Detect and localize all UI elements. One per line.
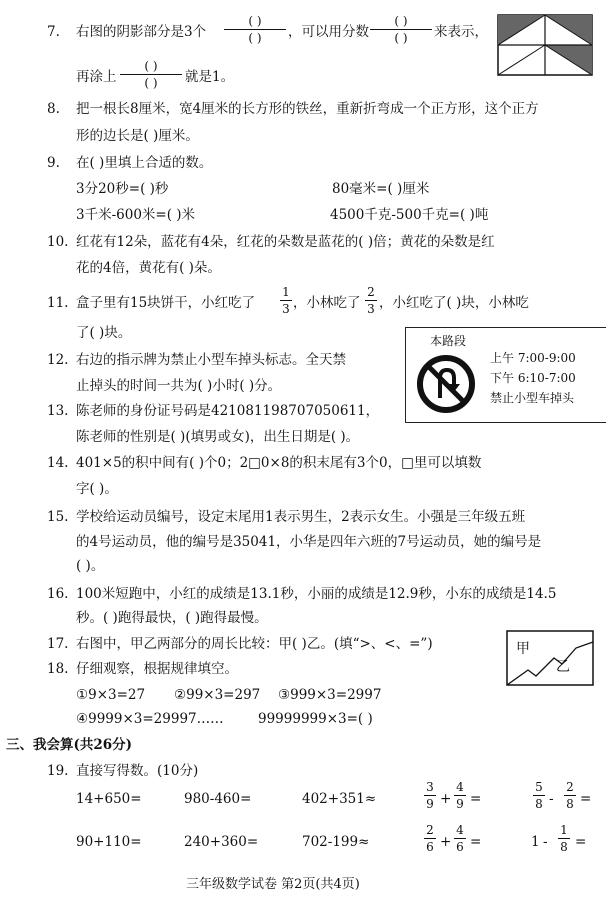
q18-intro: 仔细观察，根据规律填空。 bbox=[76, 661, 238, 677]
q7-text-5: 就是1。 bbox=[185, 69, 235, 85]
q14-line-2: 字( )。 bbox=[76, 481, 118, 497]
q10-number: 10. bbox=[47, 234, 69, 250]
q7-text-1: 右图的阴影部分是3个 bbox=[76, 24, 207, 40]
q15-number: 15. bbox=[47, 509, 69, 525]
calc-f3-n1: 2 bbox=[426, 823, 434, 837]
calc-r1-c1: 14+650= bbox=[76, 791, 142, 807]
q7-blank-den-3: ( ) bbox=[144, 76, 158, 90]
q18-seq-3: ③999×3=2997 bbox=[278, 687, 382, 703]
calc-f3-d1: 6 bbox=[426, 840, 434, 854]
q8-number: 8. bbox=[47, 101, 60, 117]
q7-blank-num-3: ( ) bbox=[144, 59, 158, 73]
q18-number: 18. bbox=[47, 661, 69, 677]
q18-seq-1: ①9×3=27 bbox=[76, 687, 146, 703]
q7-blank-fraction-1 bbox=[224, 15, 286, 44]
calc-f1-b bbox=[454, 781, 466, 810]
calc-f1-d2: 9 bbox=[456, 797, 464, 811]
no-u-turn-sign-board bbox=[405, 327, 606, 423]
page-footer: 三年级数学试卷 第2页(共4页) bbox=[186, 877, 360, 892]
calc-f3-op: + bbox=[440, 834, 452, 850]
q18-seq-5: 99999999×3=( ) bbox=[258, 711, 373, 727]
q7-blank-num-2: ( ) bbox=[394, 14, 408, 28]
calc-r1-c3: 402+351≈ bbox=[302, 791, 377, 807]
q7-number: 7. bbox=[47, 24, 60, 40]
calc-f1-d1: 9 bbox=[426, 797, 434, 811]
calc-f3-a bbox=[424, 824, 436, 853]
q19-number: 19. bbox=[47, 763, 69, 779]
q11-fraction-1-den: 3 bbox=[282, 302, 290, 316]
q8-line-1: 把一根长8厘米，宽4厘米的长方形的铁丝，重新折弯成一个正方形，这个正方 bbox=[76, 101, 539, 117]
q9-item-b: 80毫米=( )厘米 bbox=[332, 181, 430, 197]
calc-f2-op: - bbox=[549, 791, 554, 807]
q11-fraction-2 bbox=[365, 286, 377, 315]
q12-number: 12. bbox=[47, 352, 69, 368]
q16-line-1: 100米短跑中，小红的成绩是13.1秒，小丽的成绩是12.9秒，小东的成绩是14.5 bbox=[76, 586, 557, 602]
q11-fraction-2-den: 3 bbox=[367, 302, 375, 316]
q7-shaded-square-figure bbox=[497, 14, 593, 76]
q12-line-2: 止掉头的时间一共为( )小时( )分。 bbox=[76, 378, 282, 394]
calc-f1-eq: = bbox=[470, 791, 482, 807]
section-3-title: 三、我会算(共26分) bbox=[6, 737, 133, 753]
calc-f2-d1: 8 bbox=[535, 797, 543, 811]
q11-line-2: 了( )块。 bbox=[76, 325, 132, 341]
q10-line-1: 红花有12朵，蓝花有4朵，红花的朵数是蓝花的( )倍；黄花的朵数是红 bbox=[76, 234, 495, 250]
calc-f4-b bbox=[558, 824, 570, 853]
q11-fraction-2-num: 2 bbox=[367, 285, 375, 299]
q7-blank-den-2: ( ) bbox=[394, 31, 408, 45]
calc-r1-c2: 980-460= bbox=[184, 791, 252, 807]
q18-seq-2: ②99×3=297 bbox=[174, 687, 261, 703]
calc-r2-c1: 90+110= bbox=[76, 834, 142, 850]
q17-text: 右图中，甲乙两部分的周长比较：甲( )乙。(填“>、<、=”) bbox=[76, 636, 433, 652]
q14-line-1: 401×5的积中间有( )个0；2□0×8的积末尾有3个0，□里可以填数 bbox=[76, 455, 482, 471]
q15-line-1: 学校给运动员编号，设定末尾用1表示男生，2表示女生。小强是三年级五班 bbox=[76, 509, 526, 525]
q15-line-3: ( )。 bbox=[76, 558, 105, 574]
q7-text-4: 再涂上 bbox=[76, 69, 117, 85]
calc-f3-n2: 4 bbox=[456, 823, 464, 837]
q11-text-3: ，小红吃了( )块，小林吃 bbox=[379, 295, 529, 311]
q13-line-1: 陈老师的身份证号码是421081198707050611， bbox=[76, 403, 380, 419]
sign-title: 本路段 bbox=[430, 334, 467, 348]
q13-line-2: 陈老师的性别是( )(填男或女)，出生日期是( )。 bbox=[76, 429, 360, 445]
q17-label-jia: 甲 bbox=[516, 641, 530, 657]
q9-item-d: 4500千克-500千克=( )吨 bbox=[330, 207, 489, 223]
calc-r2-c3: 702-199≈ bbox=[302, 834, 370, 850]
q17-label-yi: 乙 bbox=[556, 659, 570, 675]
calc-f2-d2: 8 bbox=[566, 797, 574, 811]
q11-fraction-1 bbox=[280, 286, 292, 315]
q18-seq-4: ④9999×3=29997…… bbox=[76, 711, 224, 727]
calc-f3-eq: = bbox=[470, 834, 482, 850]
calc-f4-whole: 1 bbox=[531, 834, 540, 850]
q11-fraction-1-num: 1 bbox=[282, 285, 290, 299]
q9-item-c: 3千米-600米=( )米 bbox=[76, 207, 196, 223]
calc-f4-n2: 1 bbox=[560, 823, 568, 837]
calc-f2-b bbox=[564, 781, 576, 810]
q13-number: 13. bbox=[47, 403, 69, 419]
calc-r2-c2: 240+360= bbox=[184, 834, 259, 850]
q8-line-2: 形的边长是( )厘米。 bbox=[76, 128, 199, 144]
q7-blank-fraction-2 bbox=[370, 15, 432, 44]
q17-perimeter-figure bbox=[506, 630, 594, 686]
q9-intro: 在( )里填上合适的数。 bbox=[76, 155, 213, 171]
sign-rule: 禁止小型车掉头 bbox=[490, 391, 575, 405]
q7-blank-den: ( ) bbox=[248, 31, 262, 45]
calc-f1-n2: 4 bbox=[456, 780, 464, 794]
calc-f3-d2: 6 bbox=[456, 840, 464, 854]
q17-number: 17. bbox=[47, 636, 69, 652]
calc-f4-eq: = bbox=[575, 834, 587, 850]
q14-number: 14. bbox=[47, 455, 69, 471]
q9-item-a: 3分20秒=( )秒 bbox=[76, 181, 169, 197]
q12-line-1: 右边的指示牌为禁止小型车掉头标志。全天禁 bbox=[76, 352, 346, 368]
q7-blank-fraction-3 bbox=[120, 60, 182, 89]
calc-f4-op: - bbox=[543, 834, 548, 850]
calc-f2-eq: = bbox=[580, 791, 592, 807]
sign-time-1: 上午 7:00-9:00 bbox=[490, 351, 576, 365]
q16-line-2: 秒。( )跑得最快，( )跑得最慢。 bbox=[76, 610, 268, 626]
q7-text-3: 来表示， bbox=[434, 24, 488, 40]
calc-f2-n2: 2 bbox=[566, 780, 574, 794]
q10-line-2: 花的4倍，黄花有( )朵。 bbox=[76, 260, 221, 276]
q16-number: 16. bbox=[47, 586, 69, 602]
q11-text-2: ，小林吃了 bbox=[293, 295, 361, 311]
q19-intro: 直接写得数。(10分) bbox=[76, 763, 199, 779]
no-u-turn-icon bbox=[416, 354, 476, 414]
sign-time-2: 下午 6:10-7:00 bbox=[490, 371, 576, 385]
calc-f1-n1: 3 bbox=[426, 780, 434, 794]
calc-f3-b bbox=[454, 824, 466, 853]
calc-f2-a bbox=[533, 781, 545, 810]
q15-line-2: 的4号运动员，他的编号是35041，小华是四年六班的7号运动员，她的编号是 bbox=[76, 534, 542, 550]
calc-f1-a bbox=[424, 781, 436, 810]
q9-number: 9. bbox=[47, 155, 60, 171]
calc-f1-op: + bbox=[440, 791, 452, 807]
calc-f2-n1: 5 bbox=[535, 780, 543, 794]
q11-number: 11. bbox=[47, 295, 69, 311]
q11-text-1: 盒子里有15块饼干，小红吃了 bbox=[76, 295, 256, 311]
q7-blank-num: ( ) bbox=[248, 14, 262, 28]
calc-f4-d2: 8 bbox=[560, 840, 568, 854]
q7-text-2: ，可以用分数 bbox=[288, 24, 369, 40]
